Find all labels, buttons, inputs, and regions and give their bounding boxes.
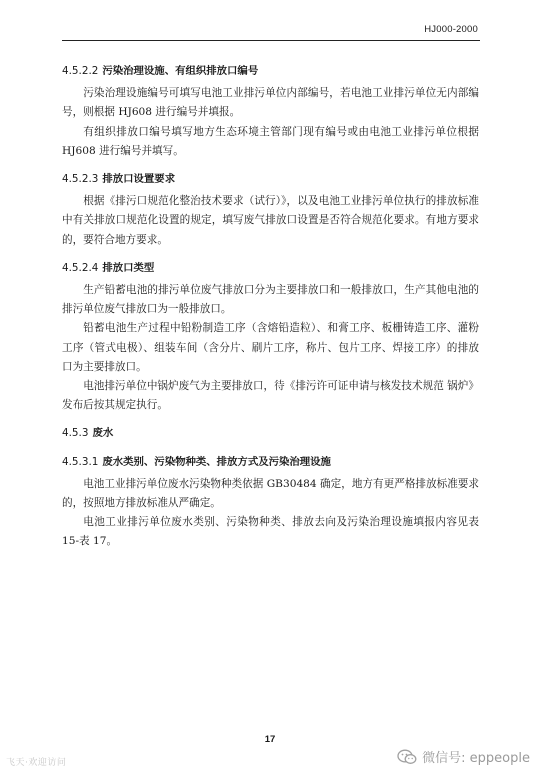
paragraph: 电池排污单位中锅炉废气为主要排放口，待《排污许可证申请与核发技术规范 锅炉》发布后按其规定执行。 [62, 380, 479, 412]
section-title: 废水类别、污染物种类、排放方式及污染治理设施 [102, 455, 331, 468]
section-number: 4.5.2.2 [62, 65, 99, 77]
section [62, 453, 479, 552]
document-code: HJ000-2000 [424, 24, 478, 35]
section [62, 259, 479, 416]
section-heading [62, 259, 479, 278]
paragraph: 生产铅蓄电池的排污单位废气排放口分为主要排放口和一般排放口，生产其他电池的排污单位废气排放口为一般排放口。 [62, 284, 479, 316]
section-heading [62, 453, 479, 472]
section-title: 排放口类型 [102, 261, 155, 274]
document-body [62, 62, 479, 561]
section-number: 4.5.3.1 [62, 455, 99, 468]
section-title: 排放口设置要求 [102, 173, 176, 186]
section [62, 170, 479, 250]
paragraph: 有组织排放口编号填写地方生态环境主管部门现有编号或由电池工业排污单位根据 HJ608 进行编号并填写。 [62, 125, 479, 157]
paragraph: 根据《排污口规范化整治技术要求（试行）》，以及电池工业排污单位执行的排放标准中有关排放口规范化设置的规定，填写废气排放口设置是否符合规范化要求。有地方要求的，要符合地方要求。 [62, 195, 479, 246]
section-number: 4.5.2.3 [62, 173, 99, 186]
section-number: 4.5.2.4 [62, 261, 99, 274]
paragraph: 污染治理设施编号可填写电池工业排污单位内部编号，若电池工业排污单位无内部编号，则根据 HJ608 进行编号并填报。 [62, 87, 479, 119]
paragraph: 铅蓄电池生产过程中铅粉制造工序（含熔铅造粒）、和膏工序、板栅铸造工序、灌粉工序（管式电极）、组装车间（含分片、刷片工序，称片、包片工序、焊接工序）的排放口为主要排放口。 [62, 322, 479, 373]
section-heading [62, 62, 479, 81]
page-number: 17 [264, 734, 276, 745]
section-heading [62, 424, 479, 443]
paragraph: 电池工业排污单位废水污染物种类依据 GB30484 确定，地方有更严格排放标准要求的，按照地方排放标准从严确定。 [62, 477, 479, 510]
section [62, 424, 479, 443]
watermark-account-text: 微信号: eppeople [422, 751, 530, 766]
section-number: 4.5.3 [62, 427, 89, 440]
header-rule [62, 40, 480, 41]
section-title: 污染治理设施、有组织排放口编号 [102, 65, 259, 77]
section-heading [62, 170, 479, 189]
watermark-right [397, 747, 530, 766]
wechat-icon [397, 749, 417, 765]
section [62, 62, 479, 161]
paragraph: 电池工业排污单位废水类别、污染物种类、排放去向及污染治理设施填报内容见表 15-表 17。 [62, 516, 479, 548]
section-title: 废水 [92, 427, 114, 440]
watermark-left: 飞天·欢迎访问 [6, 758, 67, 768]
